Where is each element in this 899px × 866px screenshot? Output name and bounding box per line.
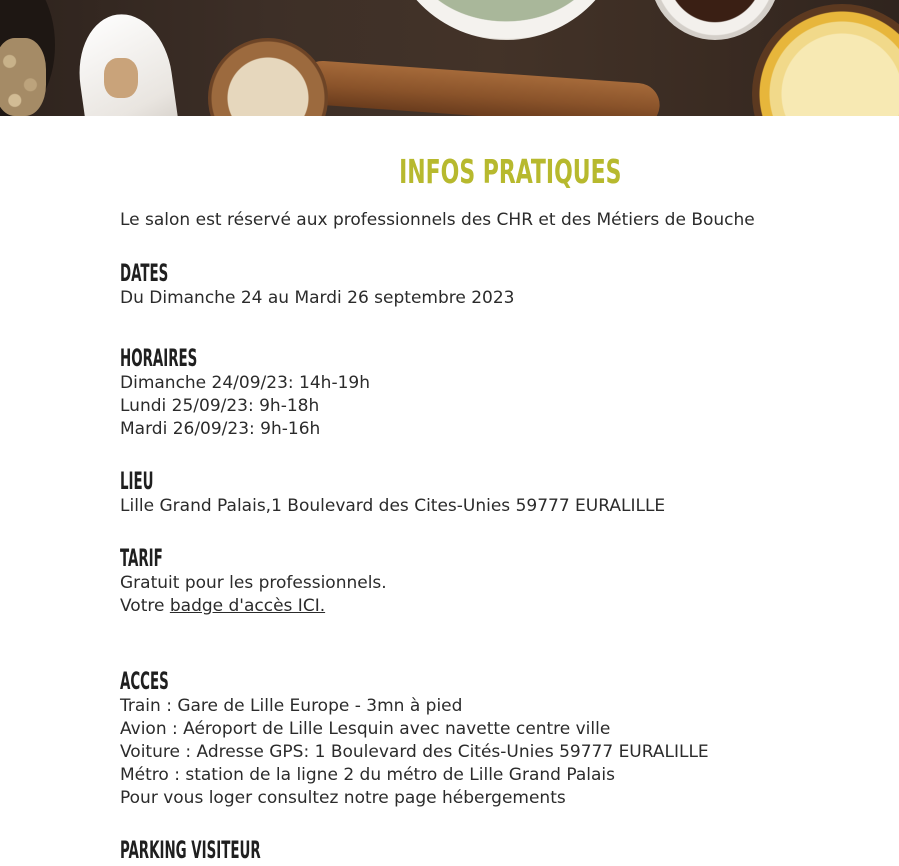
section-parking [120,836,347,864]
section-title: HORAIRES [120,344,198,372]
acces-line: Pour vous loger consultez notre page hébergements [120,788,566,808]
section-title: PARKING VISITEUR [120,836,261,864]
dates-line: Du Dimanche 24 au Mardi 26 septembre 2023 [120,288,515,308]
section-horaires [120,344,370,441]
acces-line: Métro : station de la ligne 2 du métro de Lille Grand Palais [120,765,615,785]
seeds-decoration [0,38,46,116]
intro-text: Le salon est réservé aux professionnels des CHR et des Métiers de Bouche [120,210,755,230]
page-title: INFOS PRATIQUES [399,152,622,191]
horaire-line: Dimanche 24/09/23: 14h-19h [120,373,370,393]
address-line: Lille Grand Palais,1 Boulevard des Cites-Unies 59777 EURALILLE [120,496,666,516]
oat-spoon-decoration [208,38,328,116]
section-acces [120,667,709,810]
horaire-line: Mardi 26/09/23: 9h-16h [120,419,321,439]
section-dates [120,259,515,310]
section-title: LIEU [120,467,154,495]
section-lieu [120,467,665,518]
section-title: ACCES [120,667,169,695]
coffee-bowl-decoration [650,0,780,40]
spice-decoration [104,58,138,98]
acces-line: Train : Gare de Lille Europe - 3mn à pied [120,696,463,716]
section-tarif [120,544,387,618]
lemon-slice-decoration [752,4,899,116]
section-title: DATES [120,259,169,287]
header-banner-image [0,0,899,116]
acces-line: Avion : Aéroport de Lille Lesquin avec navette centre ville [120,719,611,739]
horaire-line: Lundi 25/09/23: 9h-18h [120,396,320,416]
green-powder-bowl-decoration [386,0,626,40]
acces-line: Voiture : Adresse GPS: 1 Boulevard des Cités-Unies 59777 EURALILLE [120,742,709,762]
badge-prefix: Votre [120,596,170,616]
wooden-spoon-decoration [299,59,661,116]
section-title: TARIF [120,544,163,572]
tarif-line: Gratuit pour les professionnels. [120,573,387,593]
badge-access-link[interactable]: badge d'accès ICI. [169,596,326,616]
badge-line [120,595,387,618]
